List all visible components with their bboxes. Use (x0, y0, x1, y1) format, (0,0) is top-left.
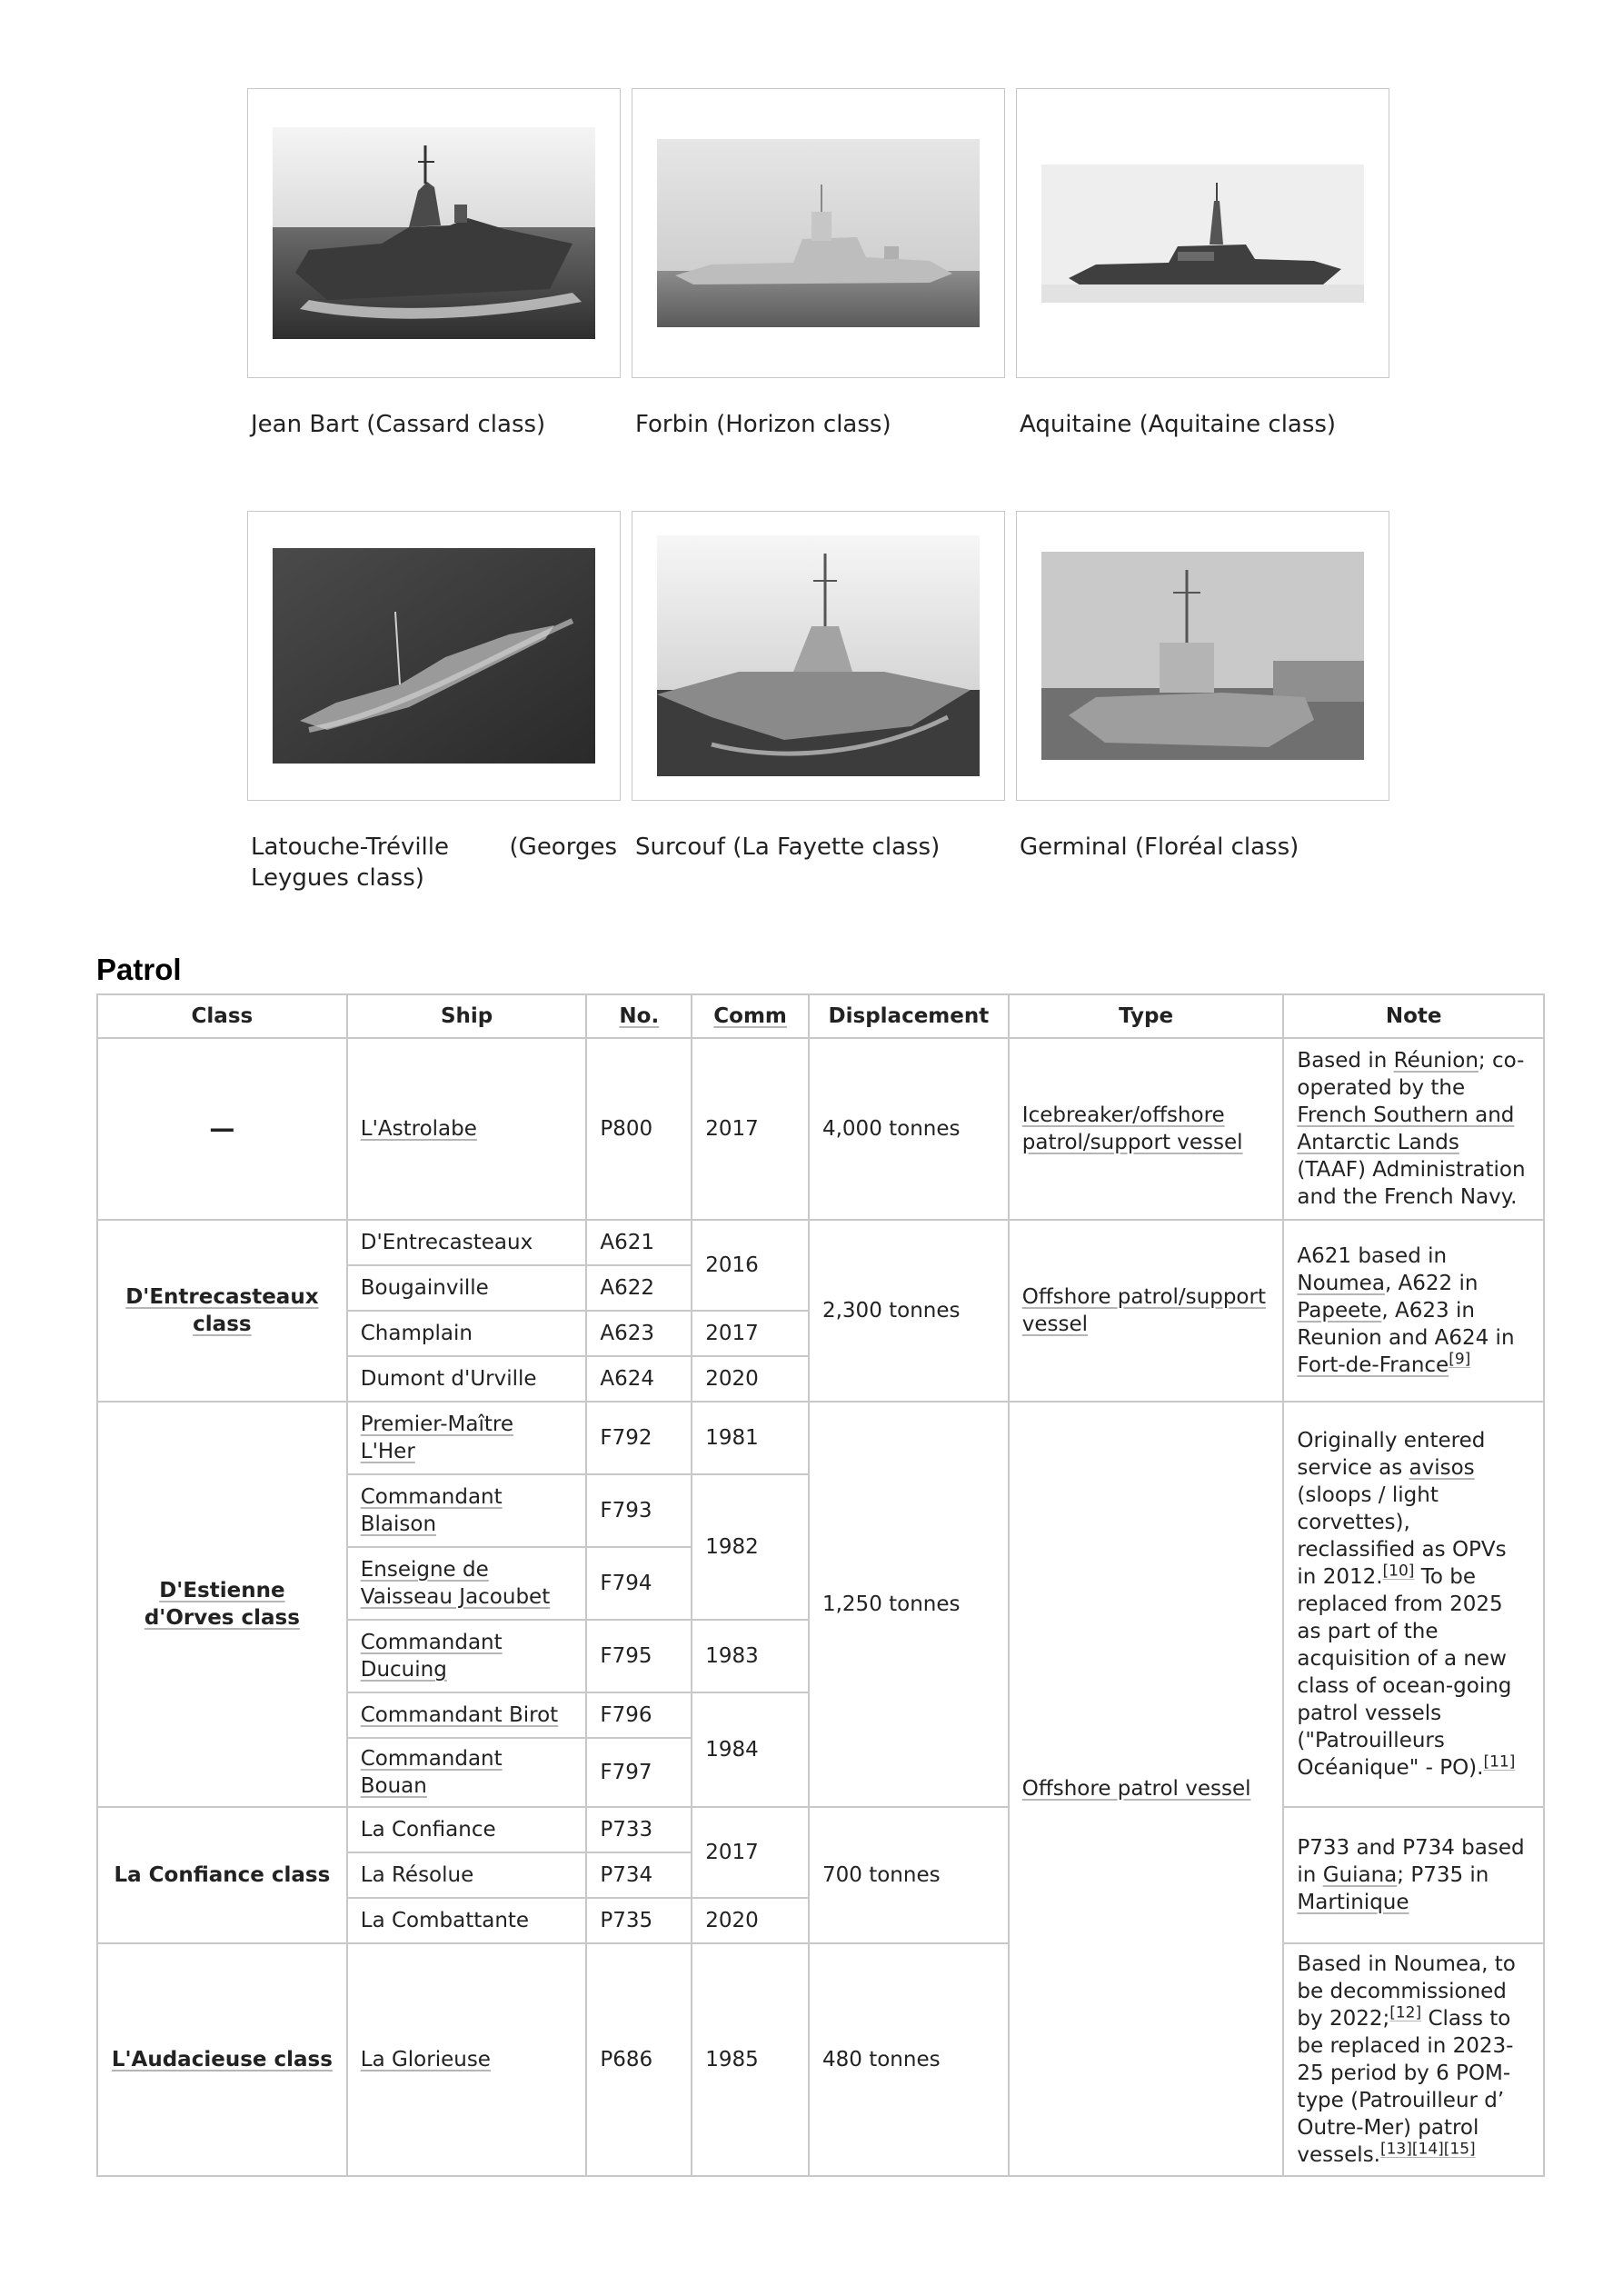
comm-cell: 2017 (692, 1311, 809, 1356)
note-text: Based in (1297, 1049, 1394, 1073)
ship-cell (347, 1402, 587, 1474)
gallery-item (247, 88, 621, 500)
gallery-row-2 (247, 511, 1399, 923)
number-cell: A623 (586, 1311, 692, 1356)
class-cell (97, 1943, 347, 2176)
number-cell: A624 (586, 1356, 692, 1402)
number-cell: A621 (586, 1220, 692, 1265)
note-text: P733 and P734 based in (1297, 1836, 1525, 1887)
displacement-cell: 4,000 tonnes (809, 1038, 1009, 1220)
ship-link[interactable]: Enseigne de Vaisseau Jacoubet (360, 1558, 551, 1609)
ship-photo-forbin[interactable] (657, 139, 980, 327)
ship-cell: Champlain (347, 1311, 587, 1356)
section-title-patrol: Patrol (96, 953, 182, 986)
note-cell (1283, 1220, 1544, 1402)
class-link[interactable]: D'Entrecasteaux class (125, 1285, 319, 1336)
table-row (97, 1220, 1544, 1265)
reference-link[interactable]: [12] (1389, 2003, 1422, 2022)
note-link-fort-de-france[interactable]: Fort-de-France (1297, 1353, 1449, 1377)
ship-cell: La Résolue (347, 1852, 587, 1898)
displacement-cell: 1,250 tonnes (809, 1402, 1009, 1807)
comm-cell: 1982 (692, 1474, 809, 1620)
class-link[interactable]: L'Audacieuse class (111, 2048, 333, 2071)
table-row (97, 1038, 1544, 1220)
note-text: , A622 in (1384, 1272, 1479, 1295)
gallery-caption: Aquitaine (Aquitaine class) (1020, 411, 1337, 438)
gallery-frame (247, 511, 621, 801)
ship-cell: Dumont d'Urville (347, 1356, 587, 1402)
note-link-martinique[interactable]: Martinique (1297, 1891, 1409, 1914)
note-text: (TAAF) Administration and the French Navy. (1297, 1158, 1526, 1209)
gallery-caption: Forbin (Horizon class) (635, 411, 891, 438)
gallery-frame (247, 88, 621, 378)
column-header-comm[interactable] (692, 994, 809, 1038)
header-link-no[interactable]: No. (619, 1004, 660, 1028)
ship-cell (347, 1943, 587, 2176)
number-cell: F792 (586, 1402, 692, 1474)
reference-link[interactable]: [15] (1443, 2140, 1476, 2159)
class-cell: — (97, 1038, 347, 1220)
number-cell: F794 (586, 1547, 692, 1620)
comm-cell: 1981 (692, 1402, 809, 1474)
ship-cell: Bougainville (347, 1265, 587, 1311)
note-cell (1283, 1807, 1544, 1943)
gallery-item (632, 511, 1005, 923)
displacement-cell: 700 tonnes (809, 1807, 1009, 1943)
gallery-frame (632, 511, 1005, 801)
ship-link[interactable]: Premier-Maître L'Her (360, 1413, 513, 1463)
note-text: ; co-operated by the (1297, 1049, 1525, 1100)
column-header-type[interactable]: Type (1009, 994, 1284, 1038)
table-row (97, 1943, 1544, 2176)
column-header-displacement[interactable]: Displacement (809, 994, 1009, 1038)
column-header-no[interactable] (586, 994, 692, 1038)
comm-cell: 1985 (692, 1943, 809, 2176)
number-cell: F795 (586, 1620, 692, 1692)
note-text: Class to be replaced in 2023-25 period by 6 POM-type (Patrouilleur d’ Outre-Mer) patrol vessels. (1297, 2007, 1514, 2167)
note-text: A621 based in (1297, 1244, 1448, 1268)
column-header-ship[interactable]: Ship (347, 994, 587, 1038)
type-cell (1009, 1402, 1284, 2176)
note-cell (1283, 1943, 1544, 2176)
type-cell (1009, 1220, 1284, 1402)
note-text: Originally entered service as (1297, 1429, 1486, 1480)
gallery-item (247, 511, 621, 923)
ship-cell: D'Entrecasteaux (347, 1220, 587, 1265)
note-text: (sloops / light corvettes), reclassified as OPVs in 2012. (1297, 1483, 1507, 1589)
number-cell: F793 (586, 1474, 692, 1547)
column-header-note[interactable]: Note (1283, 994, 1544, 1038)
note-text: ; P735 in (1397, 1863, 1489, 1887)
displacement-cell: 480 tonnes (809, 1943, 1009, 2176)
ship-link[interactable]: La Glorieuse (360, 2048, 491, 2071)
class-link[interactable]: D'Estienne d'Orves class (144, 1579, 300, 1630)
gallery-frame (1016, 511, 1389, 801)
comm-cell: 2016 (692, 1220, 809, 1311)
number-cell: P686 (586, 1943, 692, 2176)
ship-cell (347, 1547, 587, 1620)
comm-cell: 2020 (692, 1898, 809, 1943)
gallery-caption: Surcouf (La Fayette class) (635, 834, 941, 861)
ship-link[interactable]: Commandant Blaison (360, 1485, 503, 1536)
comm-cell: 2017 (692, 1807, 809, 1898)
note-text: Based in Noumea, to be decommissioned by 2022; (1297, 1952, 1516, 2031)
comm-cell: 2020 (692, 1356, 809, 1402)
gallery-frame (632, 88, 1005, 378)
ship-photo-aquitaine[interactable] (1041, 165, 1364, 303)
note-link-reunion[interactable]: Réunion (1393, 1049, 1479, 1073)
note-link-avisos[interactable]: avisos (1409, 1456, 1475, 1480)
comm-cell: 2017 (692, 1038, 809, 1220)
ship-cell: La Combattante (347, 1898, 587, 1943)
gallery-item (632, 88, 1005, 500)
number-cell: P800 (586, 1038, 692, 1220)
ship-link[interactable]: Commandant Bouan (360, 1747, 503, 1798)
class-cell: La Confiance class (97, 1807, 347, 1943)
number-cell: F796 (586, 1692, 692, 1738)
note-link-guiana[interactable]: Guiana (1322, 1863, 1398, 1887)
ship-link[interactable]: L'Astrolabe (360, 1117, 477, 1141)
note-link-papeete[interactable]: Papeete (1297, 1299, 1382, 1323)
ship-cell (347, 1738, 587, 1807)
ship-cell (347, 1474, 587, 1547)
displacement-cell: 2,300 tonnes (809, 1220, 1009, 1402)
gallery-caption: Germinal (Floréal class) (1020, 834, 1299, 861)
header-link-comm[interactable]: Comm (713, 1004, 787, 1028)
ship-photo-surcouf[interactable] (657, 535, 980, 776)
table-row (97, 1402, 1544, 1474)
ship-link[interactable]: Commandant Birot (360, 1703, 559, 1727)
number-cell: P735 (586, 1898, 692, 1943)
note-cell (1283, 1402, 1544, 1807)
type-cell (1009, 1038, 1284, 1220)
gallery-item (1016, 88, 1389, 500)
comm-cell: 1984 (692, 1692, 809, 1807)
reference-link[interactable]: [11] (1483, 1752, 1516, 1772)
type-link[interactable]: Offshore patrol/support vessel (1021, 1285, 1266, 1336)
gallery-row-1 (247, 88, 1399, 500)
ship-gallery (247, 88, 1399, 923)
class-cell (97, 1220, 347, 1402)
comm-cell: 1983 (692, 1620, 809, 1692)
note-link-noumea[interactable]: Noumea (1297, 1272, 1385, 1295)
ship-link[interactable]: Commandant Ducuing (360, 1631, 503, 1682)
table-row (97, 1807, 1544, 1852)
note-text: , A623 in Reunion and A624 in (1297, 1299, 1515, 1350)
reference-link[interactable]: [14] (1411, 2140, 1444, 2159)
type-link[interactable]: Icebreaker/offshore patrol/support vessel (1021, 1103, 1243, 1154)
gallery-caption: Latouche-Tréville (Georges Leygues class) (251, 834, 617, 892)
number-cell: P733 (586, 1807, 692, 1852)
patrol-table (96, 993, 1545, 2177)
number-cell: A622 (586, 1265, 692, 1311)
gallery-caption: Jean Bart (Cassard class) (251, 411, 546, 438)
class-cell (97, 1402, 347, 1807)
reference-link[interactable]: [13] (1379, 2140, 1412, 2159)
number-cell: F797 (586, 1738, 692, 1807)
note-text: To be replaced from 2025 as part of the acquisition of a new class of ocean-going patrol vessels ("Patrouilleurs Océanique" - PO). (1297, 1565, 1512, 1780)
reference-link[interactable]: [10] (1382, 1562, 1415, 1581)
reference-link[interactable]: [9] (1449, 1350, 1471, 1369)
note-cell (1283, 1038, 1544, 1220)
table-header-row (97, 994, 1544, 1038)
number-cell: P734 (586, 1852, 692, 1898)
ship-photo-jean-bart[interactable] (273, 127, 595, 339)
ship-cell (347, 1620, 587, 1692)
ship-cell (347, 1038, 587, 1220)
ship-cell: La Confiance (347, 1807, 587, 1852)
ship-photo-latouche-treville[interactable] (273, 548, 595, 764)
ship-photo-germinal[interactable] (1041, 552, 1364, 760)
column-header-class[interactable]: Class (97, 994, 347, 1038)
ship-cell (347, 1692, 587, 1738)
gallery-item (1016, 511, 1389, 923)
gallery-frame (1016, 88, 1389, 378)
note-link-taaf[interactable]: French Southern and Antarctic Lands (1297, 1103, 1515, 1154)
type-link[interactable]: Offshore patrol vessel (1021, 1777, 1251, 1801)
